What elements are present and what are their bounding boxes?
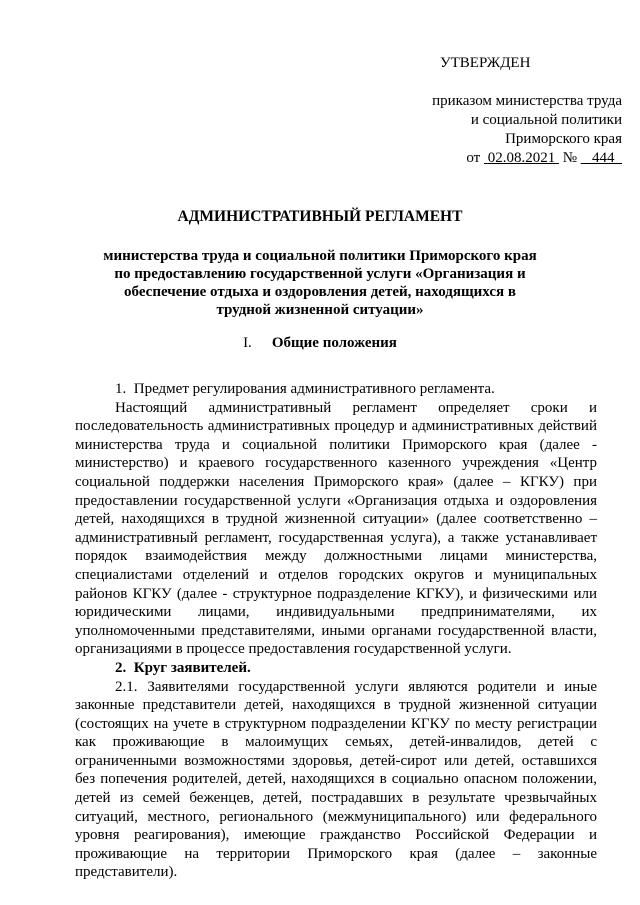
clause-1-body: Настоящий административный регламент определяет сроки и последовательность административных процедур и административных действий министерства труда и социальной политики Приморского края (далее - министерство) и краевого государственного казенного учреждения «Центр социальной поддержки населения Приморского края» (далее – КГКУ) при предоставлении государственной услуги «Организация отдыха и оздоровления детей, находящихся в трудной жизненной ситуации» (далее соответственно – административный регламент, государственная услуга), а также устанавливает порядок взаимодействия между должностными лицами министерства, специалистами отделений и отделов городских округов и муниципальных районов КГКУ (далее - структурное подразделение КГКУ), и физическими или юридическими лицами, индивидуальными предпринимателями, их уполномоченными представителями, иными органами государственной власти, организациями в процессе предоставления государственной услуги.	[75, 399, 597, 658]
subtitle-line: обеспечение отдыха и оздоровления детей, находящихся в	[124, 284, 516, 300]
clause-1-title: Предмет регулирования административного регламента.	[133, 381, 495, 397]
subtitle-line: по предоставлению государственной услуги «Организация и	[114, 266, 526, 282]
document-body	[75, 380, 597, 882]
clause-2-1-body: 2.1. Заявителями государственной услуги являются родители и иные законные представители детей, находящихся в трудной жизненной ситуации (состоящих на учете в структурном подразделении КГКУ по месту регистрации как проживающие в малоимущих семьях, детей-инвалидов, детей с ограниченными возможностями здоровья, детей-сирот или детей, оставшихся без попечения родителей, детей, находящихся в социально опасном положении, детей из семей беженцев, детей, пострадавших в результате чрезвычайных ситуаций, местного, регионального (межмуниципального) или федерального уровня реагирования), имеющие гражданство Российской Федерации и проживающие на территории Приморского края (далее – законные представители).	[75, 678, 597, 881]
section-title: Общие положения	[271, 335, 397, 351]
order-date-number-line	[412, 149, 622, 168]
section-heading	[0, 335, 640, 352]
order-number: 444	[592, 150, 615, 166]
order-date: 02.08.2021	[487, 150, 556, 166]
order-line-1: приказом министерства труда	[432, 93, 622, 109]
document-subtitle	[60, 247, 580, 319]
document-title: АДМИНИСТРАТИВНЫЙ РЕГЛАМЕНТ	[177, 208, 463, 225]
order-line-3: Приморского края	[505, 131, 622, 147]
clause-1-number: 1.	[115, 381, 127, 397]
order-prefix: от	[466, 150, 481, 166]
order-line-2: и социальной политики	[470, 112, 622, 128]
approved-stamp-label: УТВЕРЖДЕН	[440, 55, 531, 71]
subtitle-line: министерства труда и социальной политики Приморского края	[103, 248, 537, 264]
order-number-label: №	[562, 150, 577, 166]
clause-2-title: Круг заявителей.	[133, 659, 251, 676]
clause-2-number: 2.	[115, 659, 127, 676]
subtitle-line: трудной жизненной ситуации»	[216, 302, 424, 318]
section-number: I.	[243, 335, 252, 351]
order-reference	[412, 92, 622, 168]
clause-2-heading	[75, 659, 597, 678]
clause-1-heading	[75, 380, 597, 399]
